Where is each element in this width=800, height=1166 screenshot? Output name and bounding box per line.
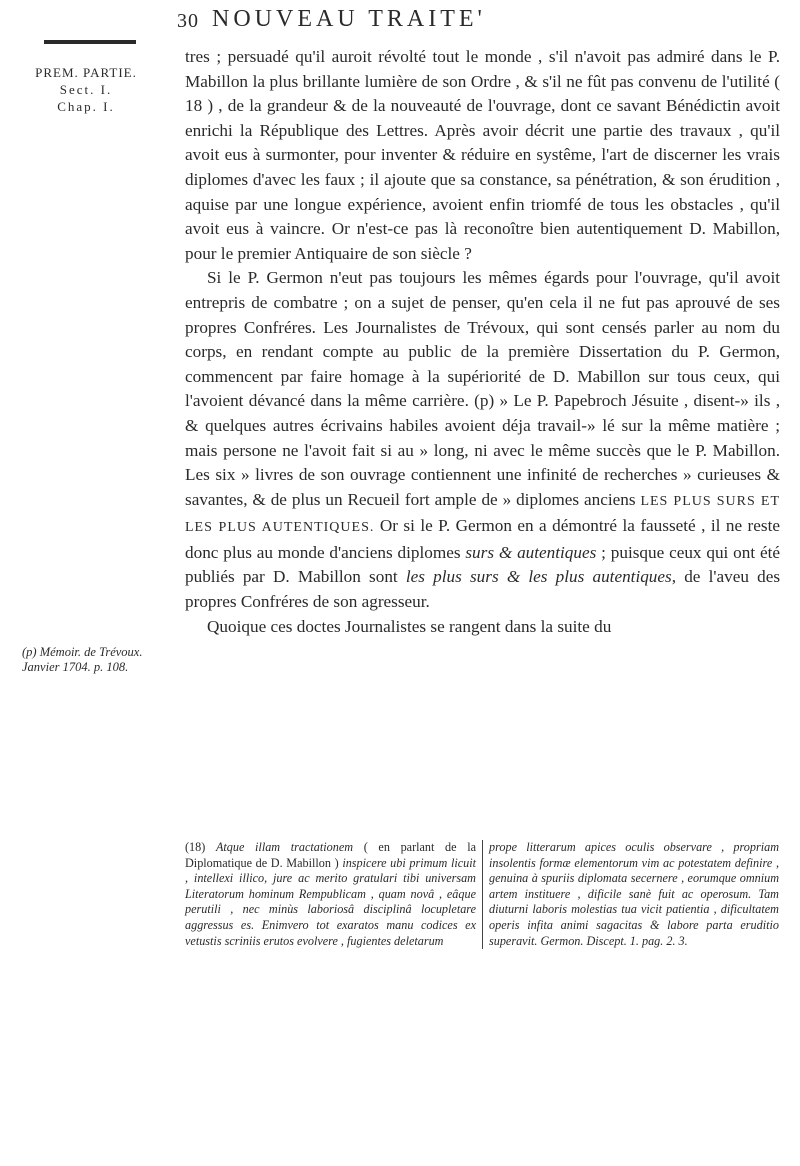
paragraph-2-c: ; puisque ceux qui ont été publiés par D. Mabillon sont xyxy=(185,542,780,587)
footnote-left-column xyxy=(185,840,482,949)
paragraph-3: Quoique ces doctes Journalistes se rangent dans la suite du xyxy=(207,616,612,636)
paragraph-2-d: , de l'aveu des propres Confréres de son agresseur. xyxy=(185,567,781,612)
margin-heading xyxy=(22,40,150,115)
page-number: 30 xyxy=(177,10,199,32)
margin-section: Sect. I. xyxy=(59,82,113,97)
heading-rule xyxy=(44,40,136,44)
margin-part: PREM. PARTIE. xyxy=(35,65,137,80)
margin-note: (p) Mémoir. de Trévoux. Janvier 1704. p. 108. xyxy=(22,645,143,674)
footnote-right-column: prope litterarum apices oculis observare , propriam insolentis formæ elementorum vim ac potestatem definire , genuina à spuriis diplomata secernere , eorumque omnium artem instituere , dificile sanè fuit ac operosum. Tam diuturni laboris molestias tua vicit patientia , dificultatem operis infita animi sagacitas & labore parta eruditio superavit. Germon. Discept. 1. pag. 2. 3. xyxy=(482,840,779,949)
paragraph-2 xyxy=(185,266,780,614)
footnotes xyxy=(185,840,780,949)
paragraph-2-smallcaps: LES PLUS SURS ET LES PLUS AUTENTIQUES. xyxy=(185,493,780,536)
running-title: NOUVEAU TRAITE' xyxy=(212,6,486,32)
paragraph-2-a: Si le P. Germon n'eut pas toujours les mêmes égards pour l'ouvrage, qu'il avoit entrepris de combatre ; on a sujet de penser, qu'en cela il ne fut pas aprouvé de ses propres Confréres. Les Journalistes de Trévoux, qui sont censés parler au nom du corps, en rendant compte au public de la première Dissertation du P. Germon, commencent par faire homage à la supériorité de D. Mabillon sur tous ceux, qui l'avoient dévancé dans la même carrière. (p) » Le P. Papebroch Jésuite , disent-» ils , & quelques autres écrivains habiles avoient déja travail-» lé sur la même matière ; mais persone ne l'avoit fait si au » long, ni avec le même succès que le P. Mabillon. Les six » livres de son ouvrage contiennent une infinité de recherches » curieuses & savantes, & de plus un Recueil fort ample de » diplomes anciens xyxy=(185,268,780,509)
paragraph-2-italic-1: surs & autentiques xyxy=(465,542,597,562)
margin-chapter: Chap. I. xyxy=(57,99,115,114)
paragraph-2-italic-2: les plus surs & les plus autentiques xyxy=(405,567,672,587)
footnote-number: (18) xyxy=(185,840,206,854)
footnote-left-aside: ( en parlant de la Diplomatique de D. Mabillon ) xyxy=(185,840,477,870)
footnote-left-italic-1: Atque illam tractationem xyxy=(215,840,354,854)
footnote-left-italic-2: inspicere ubi primum licuit , intellexi illico, jure ac merito gratulari tibi universam Literatorum hominum Rempublicam , quam novâ , eâque perutili , nec minùs laboriosâ disciplinâ locupletare aggressus es. Enimvero tot exaratos manu codices ex vetustis scriniis erutos evolvere , fugientes deletarum xyxy=(185,855,476,948)
body-text xyxy=(185,45,780,639)
paragraph-1: tres ; persuadé qu'il auroit révolté tout le monde , s'il n'avoit pas admiré dans le P. Mabillon la plus brillante lumière de son Ordre , & s'il ne fût pas convenu de l'utilité ( 18 ) , de la grandeur & de la nouveauté de l'ouvrage, dont ce savant Bénédictin avoit enrichi la République des Lettres. Après avoir décrit une partie des travaux , qu'il avoit eus à surmonter, pour inventer & réduire en systême, l'art de discerner les vrais diplomes d'avec les faux ; il ajoute que sa constance, sa pénétration, & son érudition , aquise par une longue expérience, avoient enfin triomfé de tous les obstacles , qu'il avoit eus à vaincre. Or n'est-ce pas là reconoître bien autentiquement D. Mabillon, pour le premier Antiquaire de son siècle ? xyxy=(185,47,780,263)
paragraph-2-b: Or si le P. Germon en a démontré la fausseté , il ne reste donc plus au monde d'anciens diplomes xyxy=(185,516,780,562)
